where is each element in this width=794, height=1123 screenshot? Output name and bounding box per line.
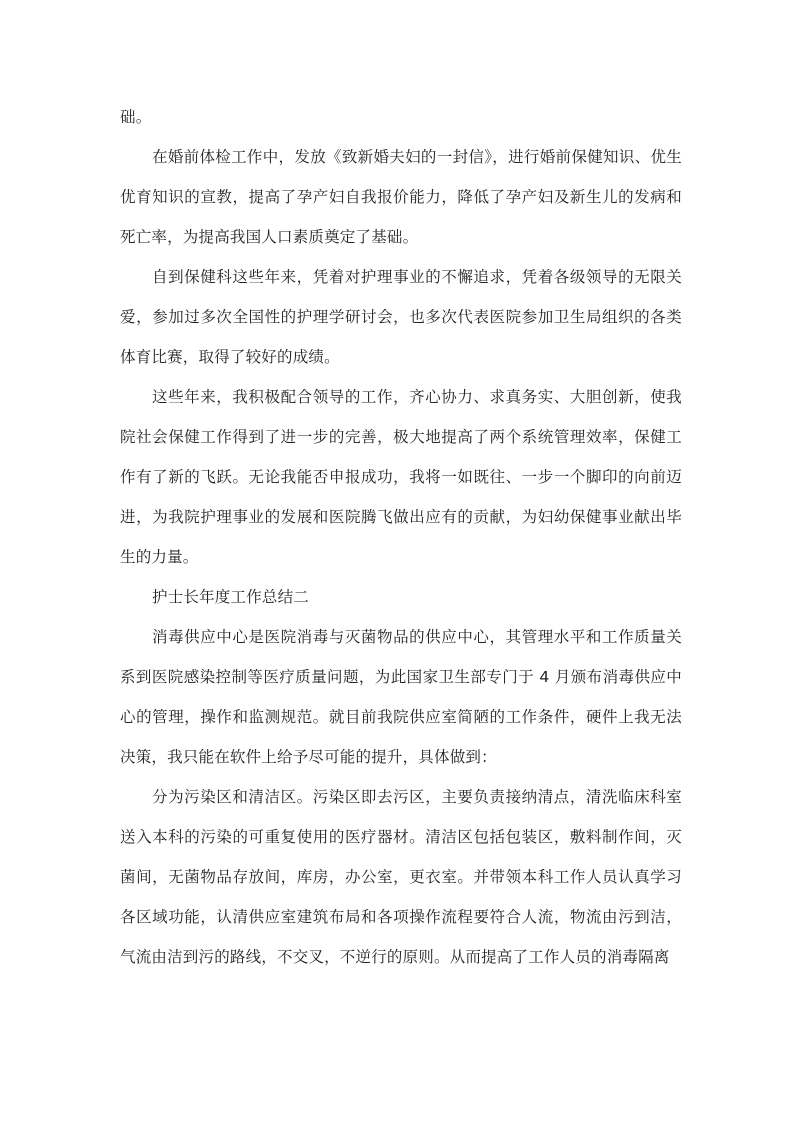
paragraph-zone-division: 分为污染区和清洁区。污染区即去污区，主要负责接纳清点，清洗临床科室送入本科的污染的可重复使用的医疗器材。清洁区包括包装区，敷料制作间，灭菌间，无菌物品存放间，库房，办公室，更衣室。并带领本科工作人员认真学习各区域功能，认清供应室建筑布局和各项操作流程要符合人流，物流由污到洁，气流由洁到污的路线，不交叉，不逆行的原则。从而提高了工作人员的消毒隔离 (120, 788, 682, 966)
paragraph-career-achievements: 自到保健科这些年来，凭着对护理事业的不懈追求，凭着各级领导的无限关爱，参加过多次全国性的护理学研讨会，也多次代表医院参加卫生局组织的各类体育比赛，取得了较好的成绩。 (120, 268, 682, 366)
paragraph-work-progress: 这些年来，我积极配合领导的工作，齐心协力、求真务实、大胆创新，使我院社会保健工作得到了进一步的完善，极大地提高了两个系统管理效率，保健工作有了新的飞跃。无论我能否申报成功，我将一如既往、一步一个脚印的向前迈进，为我院护理事业的发展和医院腾飞做出应有的贡献，为妇幼保健事业献出毕生的力量。 (120, 388, 682, 566)
section-heading: 护士长年度工作总结二 (152, 588, 310, 606)
document-body (120, 97, 682, 977)
paragraph-supply-center: 消毒供应中心是医院消毒与灭菌物品的供应中心，其管理水平和工作质量关系到医院感染控制等医疗质量问题，为此国家卫生部专门于 4 月颁布消毒供应中心的管理，操作和监测规范。就目前我院供应室简陋的工作条件，硬件上我无法决策，我只能在软件上给予尽可能的提升，具体做到： (120, 628, 682, 766)
paragraph-continuation: 础。 (120, 108, 152, 126)
paragraph-premarital-exam: 在婚前体检工作中，发放《致新婚夫妇的一封信》，进行婚前保健知识、优生优育知识的宣教，提高了孕产妇自我报价能力，降低了孕产妇及新生儿的发病和死亡率，为提高我国人口素质奠定了基础。 (120, 148, 682, 246)
